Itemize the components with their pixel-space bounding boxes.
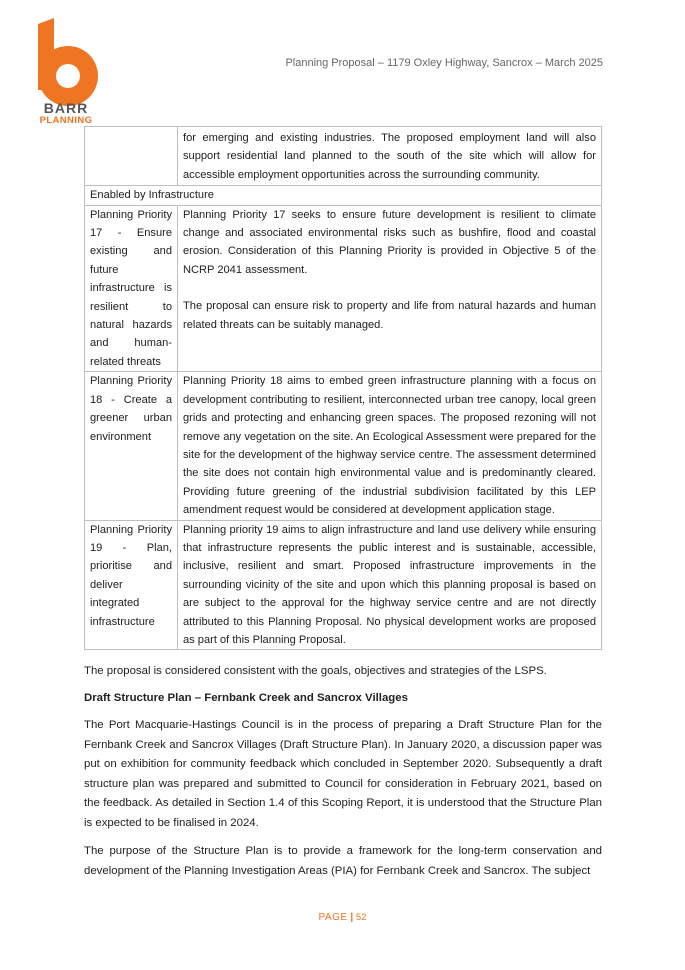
page-separator: | [350,912,354,923]
table-section-row [85,186,602,205]
table-row [85,127,602,186]
priority-cell: Planning Priority 18 - Create a greener urban environment [85,372,178,520]
lsps-consistency-table [84,126,602,650]
page-footer [0,912,685,923]
body-paragraph: The purpose of the Structure Plan is to provide a framework for the long-term conservation and development of the Planning Investigation Areas (PIA) for Fernbank Creek and Sancrox. The subject [84,845,602,877]
page-label: PAGE [318,912,348,923]
table-row [85,372,602,520]
table-row [85,205,602,372]
priority-cell: Planning Priority 19 - Plan, prioritise and deliver integrated infrastructure [85,520,178,650]
logo-subword: PLANNING [39,115,93,126]
body-paragraph: The Port Macquarie-Hastings Council is in the process of preparing a Draft Structure Plan for the Fernbank Creek and Sancrox Villages (Draft Structure Plan). In January 2020, a discussion paper was put on exhibition for community feedback which concluded in September 2020. Subsequently a draft structure plan was prepared and submitted to Council for consideration in February 2021, based on the feedback. As detailed in Section 1.4 of this Scoping Report, it is understood that the Structure Plan is expected to be finalised in 2024. [84,719,602,829]
assessment-paragraph: Planning Priority 17 seeks to ensure future development is resilient to climate change and associated environmental risks such as bushfire, flood and coastal erosion. Consideration of this Planning Priority is provided in Objective 5 of the NCRP 2041 assessment. [183,208,596,276]
document-title: Planning Proposal – 1179 Oxley Highway, Sancrox – March 2025 [285,57,603,69]
assessment-cell [178,205,602,372]
assessment-paragraph: Planning priority 19 aims to align infrastructure and land use delivery while ensuring that infrastructure represents the public interest and is sustainable, accessible, inclusive, resilient and smart. Proposed infrastructure improvements in the surrounding vicinity of the site and upon which this planning proposal is based on are subject to the approval for the highway service centre and are not directly attributed to this Planning Proposal. No physical development works are proposed as part of this Planning Proposal. [183,523,596,646]
logo-wordmark [34,101,98,126]
table-row [85,520,602,650]
assessment-cell [178,372,602,520]
body-paragraph: The proposal is considered consistent with the goals, objectives and strategies of the LSPS. [84,665,547,677]
assessment-paragraph: The proposal can ensure risk to property and life from natural hazards and human related threats can be suitably managed. [183,300,596,331]
assessment-cell [178,520,602,650]
priority-cell: Planning Priority 17 - Ensure existing and future infrastructure is resilient to natural hazards and human-related threats [85,205,178,372]
table-cell-empty [85,127,178,186]
section-heading: Draft Structure Plan – Fernbank Creek and Sancrox Villages [84,692,408,704]
section-heading-cell: Enabled by Infrastructure [85,186,602,205]
logo-word: BARR [43,100,89,116]
page-number: 52 [355,912,367,923]
assessment-paragraph: Planning Priority 18 aims to embed green infrastructure planning with a focus on development contributing to resilient, interconnected urban tree canopy, local green grids and protecting and enhancing green spaces. The proposed rezoning will not remove any vegetation on the site. An Ecological Assessment were prepared for the site for the development of the highway service centre. The assessment determined the site does not contain high environmental value and is predominantly cleared. Providing future greening of the industrial subdivision facilitated by this LEP amendment request would be considered at development application stage. [183,375,596,517]
table-cell-continued: for emerging and existing industries. The proposed employment land will also support residential land planned to the south of the site which will allow for accessible employment opportunities across the surrounding community. [178,127,602,186]
